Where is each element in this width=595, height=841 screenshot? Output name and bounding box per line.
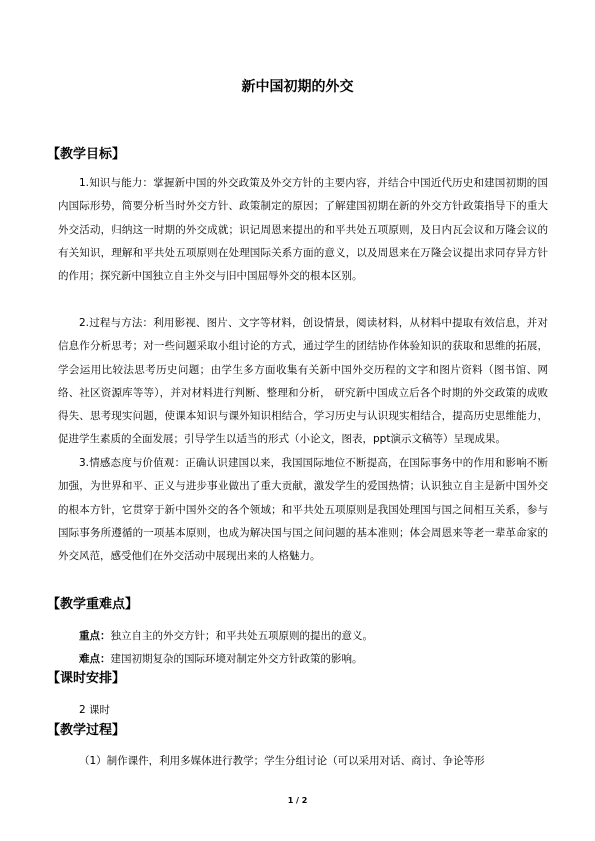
objective-values-paragraph: 3.情感态度与价值观：正确认识建国以来，我国国际地位不断提高，在国际事务中的作用和影响不断加强，为世界和平、正义与进步事业做出了重大贡献，激发学生的爱国热情；认识独立自主是新中国外交的根本方针，它贯穿于新中国外交的各个领域；和平共处五项原则是我国处理国与国之间相互关系，参与国际事务所遵循的一项基本原则，也成为解决国与国之间问题的基本准则；体会周恩来等老一辈革命家的外交风范，感受他们在外交活动中展现出来的人格魅力。 [58,457,548,563]
objective-knowledge-paragraph: 1.知识与能力：掌握新中国的外交政策及外交方针的主要内容，并结合中国近代历史和建国初期的国内国际形势，简要分析当时外交方针、政策制定的原因；了解建国初期在新的外交方针政策指导下的重大外交活动，归纳这一时期的外交成就；识记周恩来提出的和平共处五项原则，及日内瓦会议和万隆会议的有关知识，理解和平共处五项原则在处理国际关系方面的意义，以及周恩来在万隆会议提出求同存异方针的作用；探究新中国独立自主外交与旧中国屈辱外交的根本区别。 [58,177,548,283]
key-point-label: 重点： [79,630,111,642]
key-points-heading: 【教学重难点】 [47,597,139,612]
objectives-heading: 【教学目标】 [47,147,126,162]
difficult-point-label: 难点： [79,653,111,665]
difficult-point-line [79,650,363,668]
key-point-line [79,627,373,645]
objective-process-paragraph: 2.过程与方法：利用影视、图片、文字等材料，创设情景，阅读材料，从材料中提取有效信息，并对信息作分析思考；对一些问题采取小组讨论的方式，通过学生的团结协作体验知识的获取和思维的拓展，学会运用比较法思考历史问题；由学生多方面收集有关新中国外交历程的文字和图片资料（图书馆、网络、社区资源库等等），并对材料进行判断、整理和分析， 研究新中国成立后各个时期的外交政策的成败得失、思考现实问题，使课本知识与课外知识相结合，学习历史与认识现实相结合，提高历史思维能力，促进学生素质的全面发展；引导学生以适当的形式（小论文，图表，ppt演示文稿等）呈现成果。 [58,317,548,446]
process-text: （1）制作课件，利用多媒体进行教学；学生分组讨论（可以采用对话、商讨、争论等形 [79,755,485,767]
page-number: 1 / 2 [287,796,308,805]
difficult-point-text: 建国初期复杂的国际环境对制定外交方针政策的影响。 [110,653,363,665]
schedule-heading: 【课时安排】 [47,671,126,686]
key-point-text: 独立自主的外交方针；和平共处五项原则的提出的意义。 [110,630,373,642]
schedule-text: 2 课时 [79,704,111,716]
process-heading: 【教学过程】 [47,723,126,738]
document-title: 新中国初期的外交 [241,79,354,95]
